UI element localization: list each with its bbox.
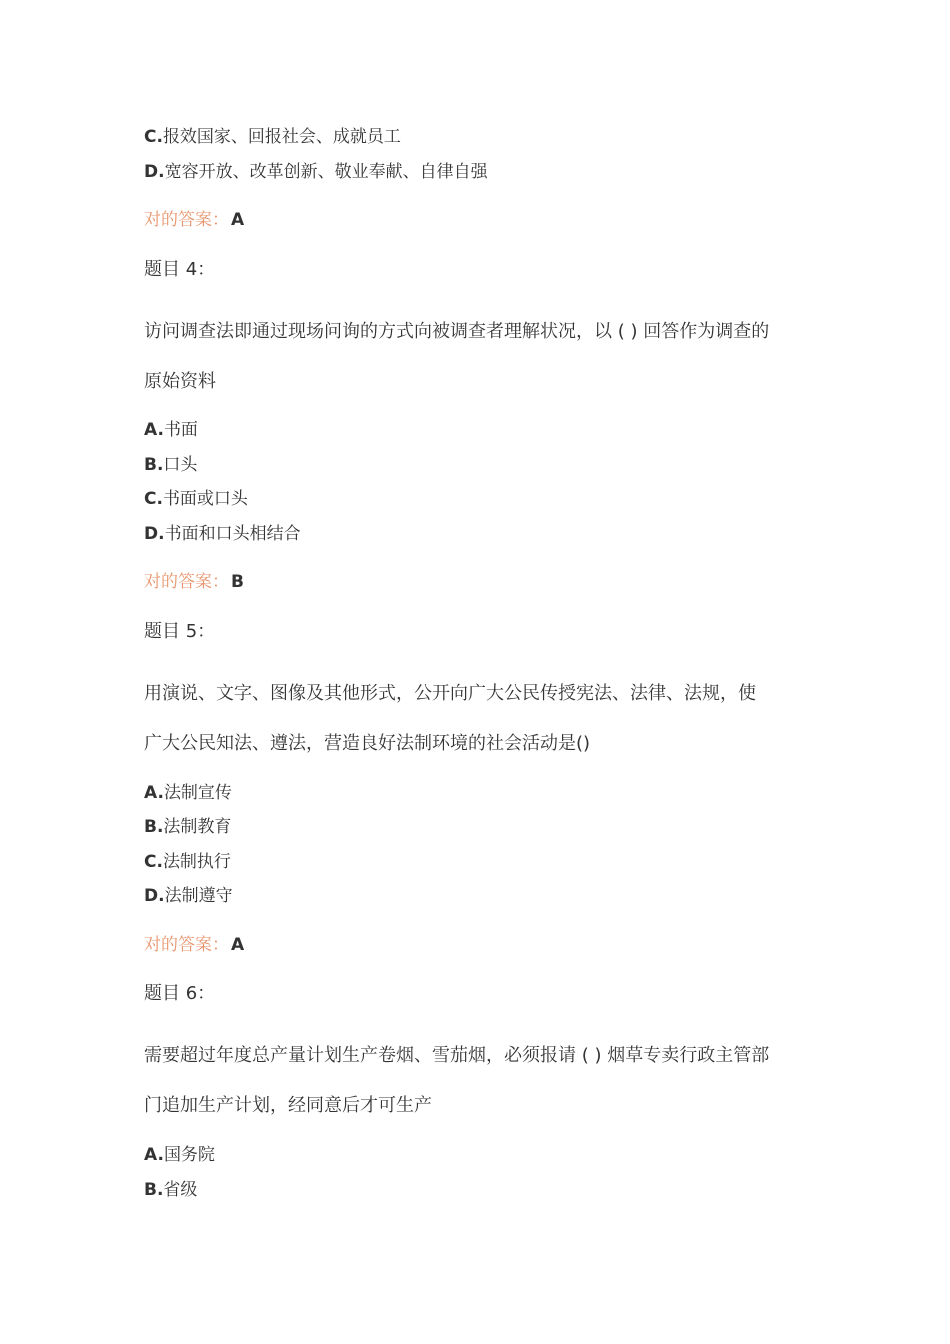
answer-line: 对的答案： A	[144, 210, 245, 230]
option-d: D.法制遵守	[144, 886, 233, 906]
question-title: 题目 6：	[144, 983, 216, 1004]
option-a: A.国务院	[144, 1145, 215, 1165]
option-b: B.省级	[144, 1180, 198, 1200]
option-c: C.法制执行	[144, 852, 231, 872]
option-d: D.宽容开放、改革创新、敬业奉献、自律自强	[144, 162, 488, 182]
question-text: 广大公民知法、遵法，营造良好法制环境的社会活动是()	[144, 733, 591, 754]
question-text: 用演说、文字、图像及其他形式，公开向广大公民传授宪法、法律、法规，使	[144, 683, 756, 704]
answer-line: 对的答案： A	[144, 935, 245, 955]
option-a: A.法制宣传	[144, 783, 232, 803]
question-text: 访问调查法即通过现场问询的方式向被调查者理解状况，以 ( ) 回答作为调查的	[144, 321, 770, 342]
option-c: C.报效国家、回报社会、成就员工	[144, 127, 401, 147]
option-d: D.书面和口头相结合	[144, 524, 301, 544]
option-a: A.书面	[144, 420, 198, 440]
option-c: C.书面或口头	[144, 489, 248, 509]
question-text: 门追加生产计划，经同意后才可生产	[144, 1095, 432, 1116]
question-text: 原始资料	[144, 371, 216, 392]
option-b: B.口头	[144, 455, 198, 475]
question-title: 题目 5：	[144, 621, 216, 642]
option-b: B.法制教育	[144, 817, 232, 837]
answer-line: 对的答案： B	[144, 572, 244, 592]
question-title: 题目 4：	[144, 259, 216, 280]
question-text: 需要超过年度总产量计划生产卷烟、雪茄烟，必须报请 ( ) 烟草专卖行政主管部	[144, 1045, 770, 1066]
